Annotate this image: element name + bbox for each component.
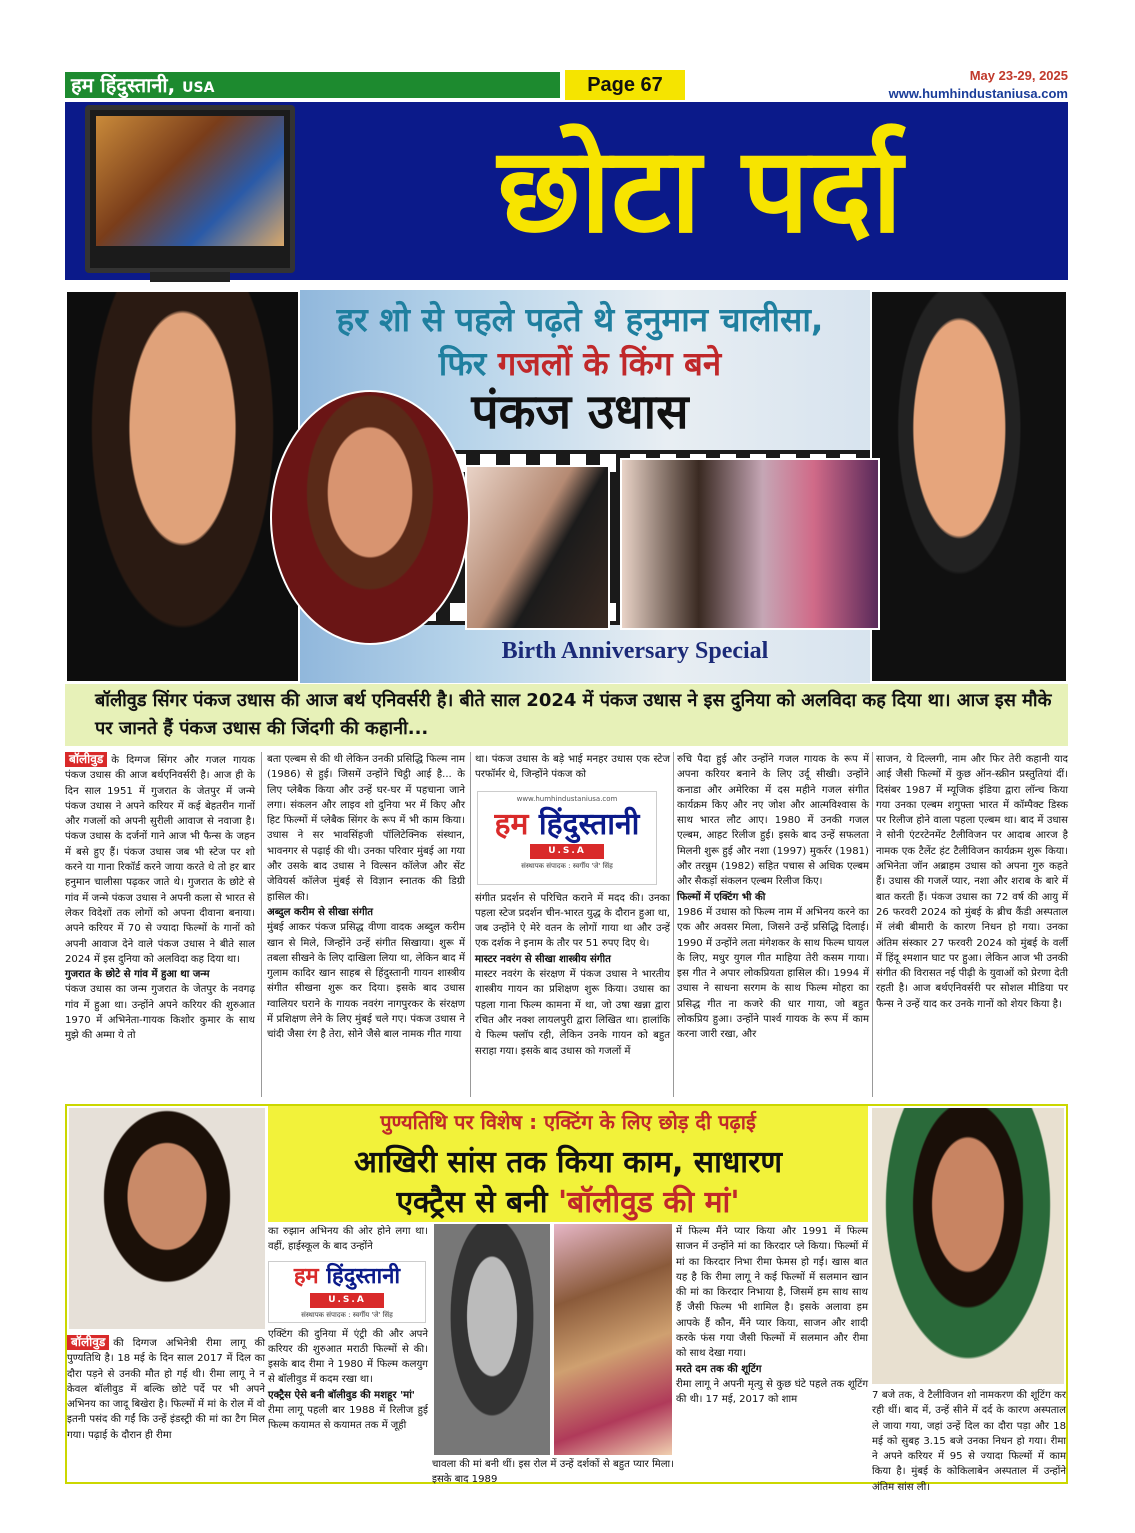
bottom-logo-name-a: हम xyxy=(293,1263,319,1289)
article-column-1 xyxy=(65,752,255,1097)
page-number: Page 67 xyxy=(565,70,685,100)
bottom-col5-text: 7 बजे तक, वे टैलीविजन शो नामकरण की शूटिंग कर रही थीं। बाद में, उन्हें सीने में दर्द के कारण अस्पताल ले जाया गया, जहां उन्हें दिल का दौरा पड़ा और 18 मई को सुबह 3.15 बजे उनका निधन हो गया। रीमा ने अपने करियर में 95 से ज्यादा फिल्मों में काम किया है। मुंबई के कोकिलाबेन अस्पताल में उन्होंने अंतिम सांस ली। xyxy=(872,1390,1066,1493)
logo-editor: संस्थापक संपादक : स्वर्गीय 'जे' सिंह xyxy=(521,862,613,871)
column-divider xyxy=(470,752,471,1097)
bottom-col2-text: का रुझान अभिनय की ओर होने लगा था। वहीं, हाईस्कूल के बाद उन्होंने xyxy=(268,1226,428,1253)
logo-spacer xyxy=(475,783,670,891)
special-caption: Birth Anniversary Special xyxy=(501,638,769,664)
feature-headline-line2-a: फिर xyxy=(438,344,487,383)
bottom-column-5 xyxy=(872,1388,1066,1493)
bottom-col4-text-b: रीमा लागू ने अपनी मृत्यु से कुछ घंटे पहले तक शूटिंग की थी। 17 मई, 2017 को शाम xyxy=(676,1378,868,1406)
article-column-5 xyxy=(876,752,1068,1097)
col4-text-b: 1986 में उधास को फिल्म नाम में अभिनय करने का एक और अवसर मिला, जिसने उन्हें प्रसिद्धि दिलाई। 1990 में उन्होंने लता मंगेशकर के साथ फिल्म घायल के लिए, मधुर युगल गीत माहिया तेरी कसम गाया। इस गीत ने अपार लोकप्रियता हासिल की। 1994 में उधास ने साधना सरगम के साथ फिल्म मोहरा का प्रसिद्ध गीत ना कजरे की धार गाया, जो बहुत लोकप्रिय हुआ। उन्होंने पार्श्व गायक के रूप में काम करना जारी रखा, और xyxy=(677,906,869,1041)
bottom-col1-text: की दिग्गज अभिनेत्री रीमा लागू की पुण्यतिथि है। 18 मई के दिन साल 2017 में दिल का दौरा पड़ने से उनकी मौत हो गई थी। रीमा लागू ने न केवल बॉलीवुड में बल्कि छोटे पर्दे पर भी अपने अभिनय का जादू बिखेरा है। फिल्मों में मां के रोल में वो इतनी पसंद की गईं कि उन्हें इंडस्ट्री की मां का टैग मिल गया। पढ़ाई के दौरान ही रीमा xyxy=(67,1338,265,1441)
bottom-headline-line2-a: एक्ट्रैस से बनी xyxy=(396,1185,548,1220)
col1-text-b: पंकज उधास का जन्म गुजरात के जेतपुर के नवगढ़ गांव में हुआ था। उन्होंने अपने करियर की शुरुआत 1970 में अभिनेता-गायक किशोर कुमार के साथ मुझे की अम्मा ये तो xyxy=(65,984,255,1042)
bottom-headline-line2 xyxy=(268,1180,868,1221)
masthead-title: हम हिंदुस्तानी, xyxy=(71,73,176,97)
section-title: छोटा पर्दा xyxy=(497,121,903,259)
bottom-kicker: पुण्यतिथि पर विशेष : एक्टिंग के लिए छोड़ दी पढ़ाई xyxy=(380,1110,756,1134)
col4-subheading: फिल्मों में एक्टिंग भी की xyxy=(677,891,766,903)
bottom-photo-right xyxy=(870,1106,1066,1386)
bottom-col2-text-b: एक्टिंग की दुनिया में एंट्री की और अपने करियर की शुरुआत मराठी फिल्मों से की। इसके बाद रीमा ने 1980 में फिल्म कलयुग से बॉलीवुड में कदम रखा था। xyxy=(268,1328,428,1386)
logo-name xyxy=(478,807,656,843)
category-tag: बॉलीवुड xyxy=(65,752,107,767)
col4-text: रुचि पैदा हुई और उन्होंने गजल गायक के रूप में अपना करियर बनाने के लिए उर्दू सीखी। उन्होंने कनाडा और अमेरिका में दस महीने गजल संगीत कार्यक्रम किए और नए जोश और आत्मविश्वास के साथ भारत लौट आए। 1980 में उनकी गजल एल्बम, आहट रिलीज हुई। इसके बाद उन्हें सफलता मिलनी शुरू हुई और नशा (1997) मुकर्रर (1981) और तरन्नुम (1982) सहित पचास से अधिक एल्बम और सैकड़ों संकलन एल्बम रिलीज किए। xyxy=(677,754,869,888)
col2-subheading: अब्दुल करीम से सीखा संगीत xyxy=(267,906,374,918)
bottom-publication-logo xyxy=(268,1261,426,1323)
bottom-logo-editor: संस्थापक संपादक : स्वर्गीय 'जे' सिंह xyxy=(301,1310,393,1319)
logo-name-a: हम xyxy=(494,806,529,842)
col3-subheading: मास्टर नवरंग से सीखा शास्त्रीय संगीत xyxy=(475,953,611,965)
bottom-headline-line1: आखिरी सांस तक किया काम, साधारण xyxy=(353,1145,783,1180)
col3-text-c: मास्टर नवरंग के संरक्षण में पंकज उधास ने भारतीय शास्त्रीय गायन का प्रशिक्षण शुरू किया। उधास का पहला गाना फिल्म कामना में था, जो उषा खन्ना द्वारा रचित और नक्श लायलपुरी द्वारा लिखित था। हालांकि ये फिल्म फ्लॉप रही, लेकिन उनके गायन को बहुत सराहा गया। इसके बाद उधास को गजलों में xyxy=(475,969,670,1057)
bottom-photo-collage xyxy=(552,1222,674,1457)
col3-text-b: संगीत प्रदर्शन से परिचित कराने में मदद की। उनका पहला स्टेज प्रदर्शन चीन-भारत युद्ध के दौरान हुआ था, जब उन्होंने ऐ मेरे वतन के लोगों गाया था और उन्हें एक दर्शक ने इनाम के तौर पर 51 रुपए दिए थे। xyxy=(475,892,670,950)
column-divider xyxy=(673,752,674,1097)
bottom-logo-spacer xyxy=(268,1255,428,1327)
article-column-3 xyxy=(475,752,670,1097)
feature-headline-line2-b: गजलों के किंग बने xyxy=(497,344,722,383)
col2-text-b: मुंबई आकर पंकज प्रसिद्ध वीणा वादक अब्दुल करीम खान से मिले, जिन्होंने उन्हें संगीत सिखाया। शुरू में तबला सीखने के लिए दाखिला लिया था, लेकिन बाद में गुलाम कादिर खान साहब से हिंदुस्तानी गायन शास्त्रीय संगीत सीखना शुरू कर दिया। इसके बाद उधास ग्वालियर घराने के गायक नवरंग नागपुरकर के संरक्षण में प्रशिक्षण लेने के लिए मुंबई चले गए। पंकज उधास ने चांदी जैसा रंग है तेरा, सोने जैसे बाल नामक गीत गाया xyxy=(267,922,465,1041)
bottom-col2-subheading: एक्ट्रैस ऐसे बनी बॉलीवुड की मशहूर 'मां' xyxy=(268,1389,415,1401)
bottom-logo-name-b: हिंदुस्तानी xyxy=(326,1263,401,1289)
feature-photo-couple xyxy=(465,465,610,630)
feature-summary: बॉलीवुड सिंगर पंकज उधास की आज बर्थ एनिवर्सरी है। बीते साल 2024 में पंकज उधास ने इस दुनिया को अलविदा कह दिया था। आज इस मौके पर जानते हैं पंकज उधास की जिंदगी की कहानी... xyxy=(65,684,1068,746)
publication-logo xyxy=(477,791,657,885)
column-divider xyxy=(872,752,873,1097)
website-link[interactable]: www.humhindustaniusa.com xyxy=(888,86,1068,101)
bottom-col3-text: चावला की मां बनी थीं। इस रोल में उन्हें दर्शकों से बहुत प्यार मिला। इसके बाद 1989 xyxy=(432,1459,674,1486)
column-divider xyxy=(261,752,262,1097)
col1-subheading: गुजरात के छोटे से गांव में हुआ था जन्म xyxy=(65,969,210,981)
bottom-logo-usa: U.S.A xyxy=(310,1293,384,1308)
bottom-photo-bw xyxy=(432,1222,552,1457)
article-column-2 xyxy=(267,752,465,1097)
article-column-4 xyxy=(677,752,869,1097)
logo-usa: U.S.A xyxy=(530,844,604,859)
feature-headline-line1: हर शो से पहले पढ़ते थे हनुमान चालीसा, xyxy=(336,300,824,339)
feature-photo-family xyxy=(620,458,880,630)
bottom-col4-text: में फिल्म मैंने प्यार किया और 1991 में फिल्म साजन में उन्होंने मां का किरदार प्ले किया। फिल्मों में मां का किरदार निभा रीमा फेमस हो गईं। खास बात यह है कि रीमा लागू ने कई फिल्मों में सलमान खान की मां का किरदार निभाया है, जिसमें हम साथ साथ हैं जैसी फिल्म भी शामिल है। इसके अलावा हम आपके हैं कौन, मैंने प्यार किया, साजन और शादी करके फंस गया जैसी फिल्मों में सलमान और रीमा को साथ देखा गया। xyxy=(676,1226,868,1360)
bottom-column-2 xyxy=(268,1224,428,1482)
bottom-headline-line2-b: 'बॉलीवुड की मां' xyxy=(557,1185,740,1220)
col3-text: था। पंकज उधास के बड़े भाई मनहर उधास एक स्टेज परफॉर्मर थे, जिन्होंने पंकज को xyxy=(475,754,670,781)
col5-text: साजन, ये दिल्लगी, नाम और फिर तेरी कहानी याद आई जैसी फिल्मों में कुछ ऑन-स्क्रीन प्रस्तुतियां दीं। दिसंबर 1987 में म्यूजिक इंडिया द्वारा लॉन्च किया गया उनका एल्बम शगुफ्ता भारत में कॉम्पैक्ट डिस्क पर रिलीज होने वाला पहला एल्बम था। बाद में उधास ने सोनी एंटरटेनमेंट टैलीविजन पर आदाब आरज है नामक एक टैलेंट हंट टैलीविजन कार्यक्रम शुरू किया। अभिनेता जॉन अब्राहम उधास को अपना गुरु कहते हैं। उधास की गजलें प्यार, नशा और शराब के बारे में बात करती हैं। पंकज उधास का 72 वर्ष की आयु में 26 फरवरी 2024 को मुंबई के ब्रीच कैंडी अस्पताल में लंबी बीमारी के कारण निधन हो गया। उनका अंतिम संस्कार 27 फरवरी 2024 को मुंबई के वर्ली में हिंदू श्मशान घाट पर हुआ। लेकिन आज भी उनकी संगीत की विरासत नई पीढ़ी के युवाओं को प्रेरणा देती रहती है। आज बर्थएनिवर्सरी पर सोशल मीडिया पर फैन्स ने उन्हें याद कर उनके गानों को शेयर किया है। xyxy=(876,754,1068,1010)
logo-site: www.humhindustaniusa.com xyxy=(516,794,618,803)
bottom-category-tag: बॉलीवुड xyxy=(67,1335,109,1350)
television-icon xyxy=(85,105,295,273)
bottom-column-4 xyxy=(676,1224,868,1482)
bottom-column-3 xyxy=(432,1457,674,1485)
logo-name-b: हिंदुस्तानी xyxy=(538,806,640,842)
col2-text: बता एल्बम से की थी लेकिन उनकी प्रसिद्धि फिल्म नाम (1986) से हुई। जिसमें उन्होंने चिट्ठी आई है... के लिए प्लेबैक किया और उन्हें घर-घर में पहचाना जाने लगा। संकलन और लाइव शो दुनिया भर में किए और हिट फिल्मों में प्लेबैक सिंगर के रूप में भी काम किया। उधास ने सर भावसिंहजी पॉलिटेक्निक संस्थान, भावनगर से पढ़ाई की थी। उनका परिवार मुंबई आ गया और उसके बाद उधास ने विल्सन कॉलेज और सेंट जेवियर्स कॉलेज मुंबई से विज्ञान स्नातक की डिग्री हासिल की। xyxy=(267,754,465,903)
bottom-photo-left xyxy=(67,1106,267,1331)
bottom-col4-subheading: मरते दम तक की शूटिंग xyxy=(676,1363,762,1375)
bottom-column-1 xyxy=(67,1335,265,1482)
feature-name: पंकज उधास xyxy=(471,384,689,440)
col1-text: के दिग्गज सिंगर और गजल गायक पंकज उधास की आज बर्थएनिवर्सरी है। आज ही के दिन साल 1951 में गुजरात के जेतपुर में जन्मे पंकज उधास ने अपने करियर में कई बेहतरीन गानों और गजलों को अपनी सुरीली आवाज से नवाजा है। पंकज उधास के दर्जनों गाने आज भी फैन्स के जहन में बसे हुए हैं। पंकज उधास जब भी स्टेज पर शो करने या गाना रिकॉर्ड करने जाया करते थे तो हर बार हनुमान चालीसा पढ़कर जाते थे। गुजरात के छोटे से गांव में जन्मे पंकज उधास ने अपनी कला से भारत से लेकर विदेशों तक लोगों को अपना दीवाना बनाया। अपने करियर में 70 से ज्यादा फिल्मों के गानों को अपनी आवाज देने वाले पंकज उधास ने बीते साल 2024 में इस दुनिया को अलविदा कह दिया था। xyxy=(65,755,255,965)
bottom-col2-text-c: रीमा लागू पहली बार 1988 में रिलीज हुई फिल्म कयामत से कयामत तक में जूही xyxy=(268,1405,428,1432)
masthead xyxy=(65,72,560,98)
masthead-suffix: USA xyxy=(182,80,215,96)
bottom-logo-name xyxy=(269,1262,425,1292)
issue-date: May 23-29, 2025 xyxy=(969,68,1068,83)
